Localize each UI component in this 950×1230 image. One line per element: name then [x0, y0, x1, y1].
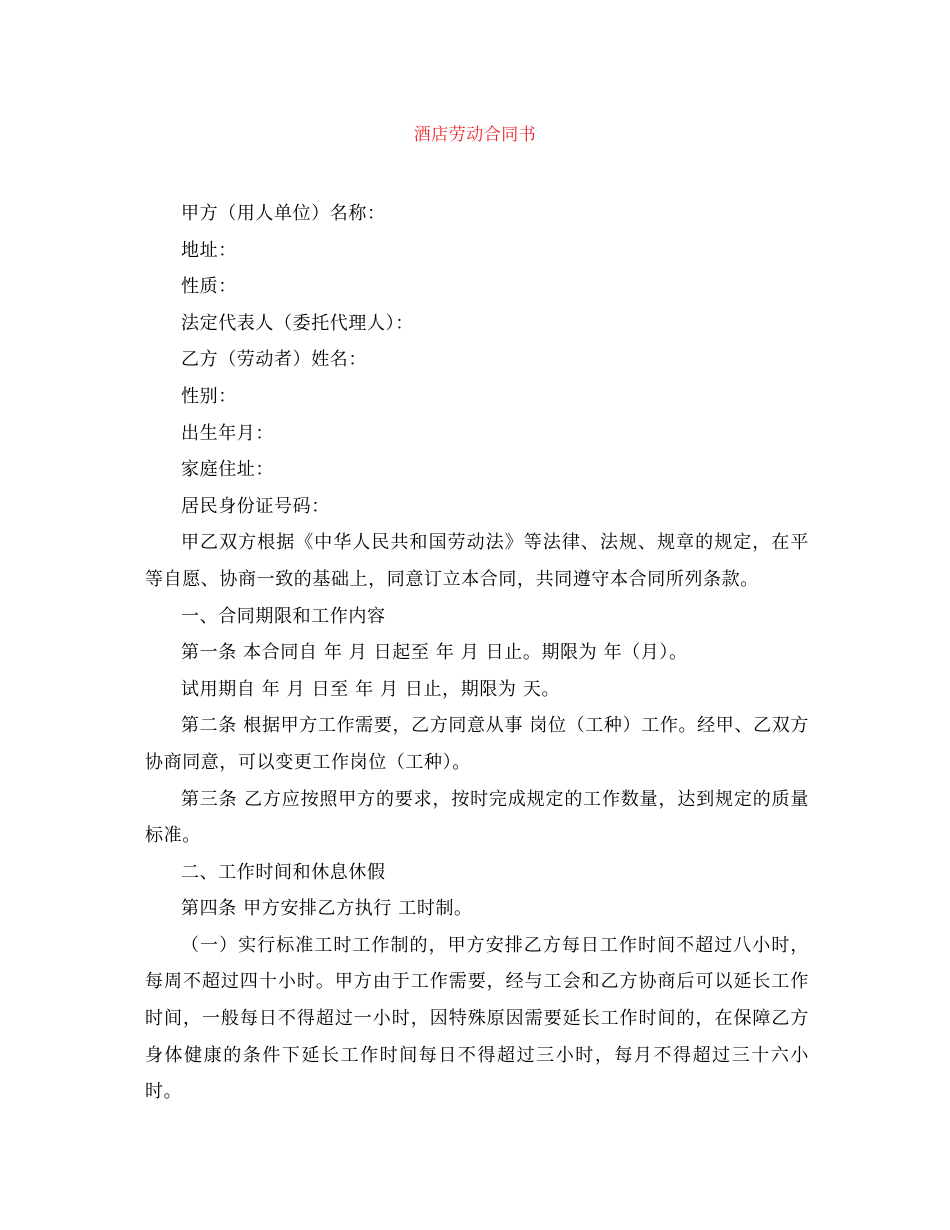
- article-3: 第三条 乙方应按照甲方的要求，按时完成规定的工作数量，达到规定的质量标准。: [145, 788, 809, 847]
- field-address: 地址：: [181, 239, 237, 261]
- field-employer-name: 甲方（用人单位）名称：: [181, 203, 386, 224]
- document-body: [145, 196, 809, 1111]
- article-1: 第一条 本合同自 年 月 日起至 年 月 日止。期限为 年（月）。: [181, 642, 688, 664]
- field-birth-date: 出生年月：: [181, 422, 274, 444]
- section-heading-working-hours: 二、工作时间和休息休假: [181, 861, 386, 883]
- field-employee-name: 乙方（劳动者）姓名：: [181, 349, 367, 371]
- section-heading-term: 一、合同期限和工作内容: [181, 605, 386, 627]
- probation-period: 试用期自 年 月 日至 年 月 日止，期限为 天。: [181, 678, 561, 700]
- field-legal-representative: 法定代表人（委托代理人）：: [181, 312, 414, 334]
- document-title: 酒店劳动合同书: [413, 125, 537, 145]
- preamble-paragraph: 甲乙双方根据《中华人民共和国劳动法》等法律、法规、规章的规定，在平等自愿、协商一致的基础上，同意订立本合同，共同遵守本合同所列条款。: [145, 532, 809, 590]
- field-id-number: 居民身份证号码：: [181, 495, 330, 517]
- article-4: 第四条 甲方安排乙方执行 工时制。: [181, 898, 473, 920]
- field-gender: 性别：: [181, 385, 237, 407]
- field-home-address: 家庭住址：: [181, 459, 274, 481]
- article-2: 第二条 根据甲方工作需要，乙方同意从事 岗位（工种）工作。经甲、乙双方协商同意，可以变更工作岗位（工种）。: [145, 715, 809, 773]
- field-nature: 性质：: [181, 276, 237, 298]
- article-4-clause-1: （一）实行标准工时工作制的，甲方安排乙方每日工作时间不超过八小时，每周不超过四十小时。甲方由于工作需要，经与工会和乙方协商后可以延长工作时间，一般每日不得超过一小时，因特殊原因需要延长工作时间的，在保障乙方身体健康的条件下延长工作时间每日不得超过三小时，每月不得超过三十六小时。: [145, 934, 809, 1103]
